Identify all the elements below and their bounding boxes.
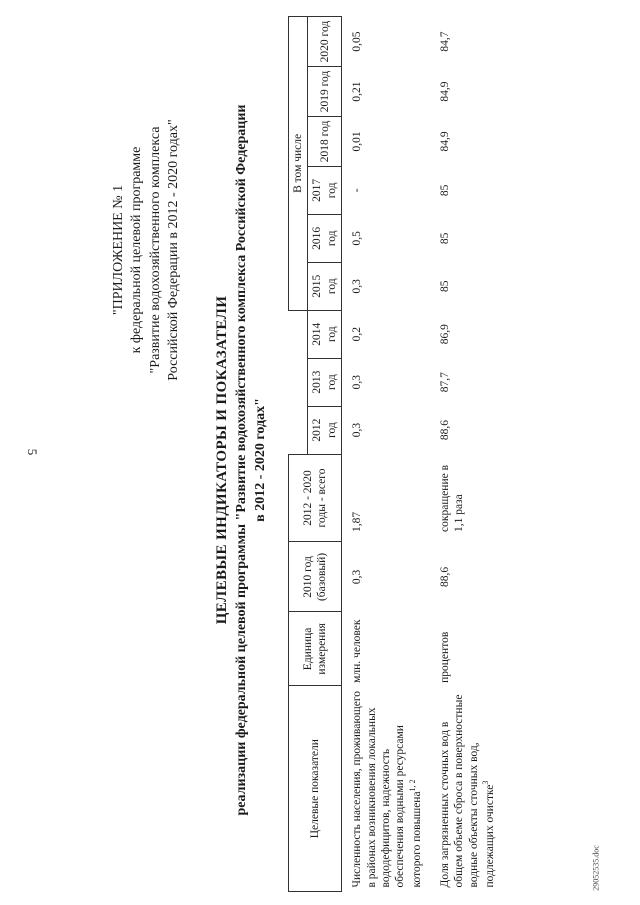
year-value-cell: 0,3 — [351, 374, 364, 390]
indicator-name — [430, 686, 503, 892]
year-value-cell: 85 — [438, 184, 451, 197]
base-value-cell: 0,3 — [351, 569, 364, 585]
document-title — [214, 20, 269, 900]
year-value-cell: 0,01 — [351, 131, 364, 152]
appendix-line: "Развитие водохозяйственного комплекса — [147, 126, 163, 374]
header-base-year: 2010 год (базовый) — [289, 542, 342, 612]
total-cell: 1,87 — [351, 511, 364, 532]
title-main: ЦЕЛЕВЫЕ ИНДИКАТОРЫ И ПОКАЗАТЕЛИ — [214, 295, 230, 625]
year-value-cell: 84,9 — [438, 81, 451, 102]
header-year: 2019 год — [308, 67, 342, 117]
year-value-cell: 0,3 — [351, 279, 364, 294]
year-value-cell: 0,3 — [351, 422, 364, 438]
header-including: В том числе — [289, 17, 308, 311]
year-value-cell: 0,05 — [351, 31, 364, 52]
header-year: 2017 год — [308, 166, 342, 214]
year-value-cell: 0,2 — [351, 327, 364, 342]
year-value-cell: 0,5 — [351, 231, 364, 246]
header-year: 2014 год — [308, 310, 342, 358]
table-row — [430, 17, 503, 892]
year-value-cell: 85 — [438, 280, 451, 292]
header-unit: Единица измерения — [289, 612, 342, 686]
appendix-line: к федеральной целевой программе — [129, 146, 145, 354]
year-value-cell: 84,9 — [438, 131, 451, 152]
appendix-header — [110, 60, 184, 440]
title-subtitle-end: в 2012 - 2020 годах" — [253, 398, 268, 522]
header-year: 2015 год — [308, 262, 342, 310]
total-cell: сокращение в 1,1 раза — [438, 464, 466, 532]
document-footer-code: 29052535.doc — [591, 845, 601, 891]
year-value-cell: - — [351, 188, 364, 193]
table-row — [342, 17, 430, 892]
unit-cell: млн. человек — [351, 619, 364, 683]
rotated-page-content — [66, 20, 626, 900]
footnote-marker: 1, 2 — [407, 779, 417, 792]
year-value-cell: 85 — [438, 232, 451, 245]
unit-cell: процентов — [438, 631, 451, 683]
page-number: 5 — [25, 448, 40, 456]
indicator-text: Численность населения, проживающего в районах возникновения локальных вододефицитов, надежность обеспечения водными ресурсами которого повышена — [351, 690, 423, 888]
title-subtitle: реализации федеральной целевой программы "Развитие водохозяйственного комплекса Российской Федерации — [234, 104, 249, 816]
year-value-cell: 87,7 — [438, 372, 451, 393]
header-year: 2020 год — [308, 17, 342, 67]
year-value-cell: 84,7 — [438, 31, 451, 52]
year-value-cell: 86,9 — [438, 324, 451, 345]
year-value-cell: 0,21 — [351, 81, 364, 102]
year-value-cell: 88,6 — [438, 420, 451, 441]
indicator-name — [342, 686, 430, 892]
footnote-marker: 3 — [480, 780, 490, 785]
header-year: 2018 год — [308, 116, 342, 166]
table-header-row — [289, 17, 308, 892]
appendix-line: Российской Федерации в 2012 - 2020 годах" — [166, 119, 182, 381]
header-indicator: Целевые показатели — [289, 686, 342, 892]
indicators-table — [288, 16, 503, 892]
base-value-cell: 88,6 — [438, 566, 451, 588]
header-total: 2012 - 2020 годы - всего — [289, 454, 342, 542]
header-year: 2013 год — [308, 358, 342, 406]
header-year: 2012 год — [308, 406, 342, 454]
appendix-line: "ПРИЛОЖЕНИЕ № 1 — [111, 184, 126, 316]
header-year: 2016 год — [308, 214, 342, 262]
header-spacer — [289, 310, 308, 454]
indicator-text: Доля загрязненных сточных вод в общем объеме сброса в поверхностные водные объекты сточных вод, подлежащих очистке — [438, 694, 496, 888]
